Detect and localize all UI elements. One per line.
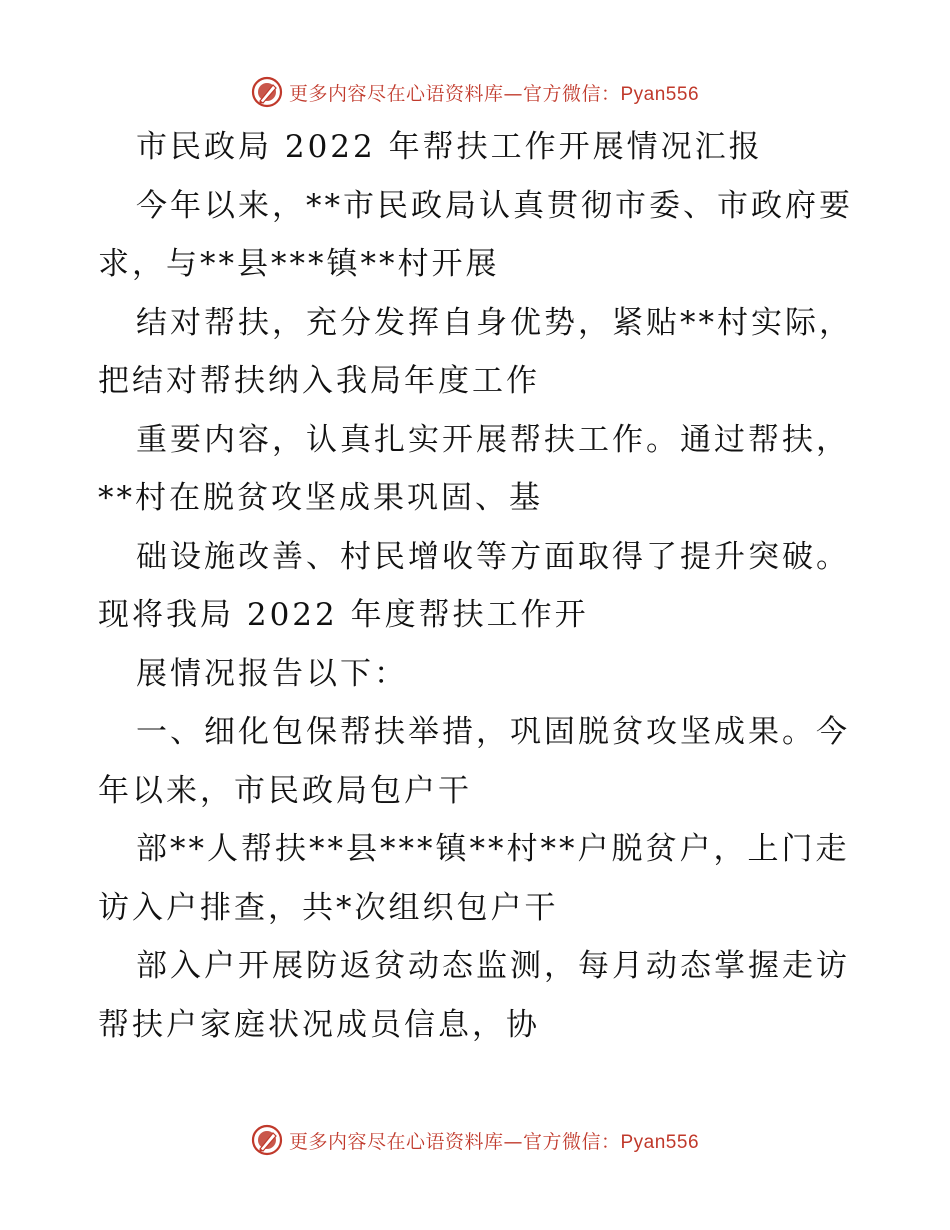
document-title: 市民政局 2022 年帮扶工作开展情况汇报 (136, 129, 763, 165)
text-line: 今年以来，**市民政局认真贯彻市委、市政府要 (136, 187, 853, 224)
text-line: 帮扶户家庭状况成员信息，协 (98, 1006, 540, 1043)
watermark-wechat-label: 官方微信： (522, 1130, 621, 1153)
text-line: 现将我局 2022 年度帮扶工作开 (98, 597, 589, 633)
text-line: 础设施改善、村民增收等方面取得了提升突破。 (136, 538, 850, 575)
watermark-wechat-id: Pyan556 (620, 1131, 700, 1153)
watermark-separator: — (503, 82, 523, 105)
document-body (98, 118, 858, 1054)
header-watermark (0, 74, 950, 110)
text-line: 一、细化包保帮扶举措，巩固脱贫攻坚成果。今 (136, 714, 850, 750)
text-line: 把结对帮扶纳入我局年度工作 (98, 363, 540, 399)
text-line: 部**人帮扶**县***镇**村**户脱贫户，上门走 (136, 831, 850, 867)
watermark-text (289, 1127, 699, 1154)
pen-logo-icon (251, 76, 283, 108)
text-line: 重要内容，认真扎实开展帮扶工作。通过帮扶， (136, 421, 850, 458)
watermark-wechat-label: 官方微信： (522, 82, 621, 105)
watermark-text (289, 79, 699, 106)
footer-watermark (0, 1122, 950, 1158)
text-line: 求，与**县***镇**村开展 (98, 246, 500, 282)
watermark-wechat-id: Pyan556 (620, 83, 700, 105)
text-line: **村在脱贫攻坚成果巩固、基 (98, 480, 543, 516)
text-line: 访入户排查，共*次组织包户干 (98, 889, 559, 926)
text-line: 展情况报告以下： (136, 655, 408, 692)
watermark-site-name: 更多内容尽在心语资料库 (288, 1130, 504, 1153)
text-line: 年以来，市民政局包户干 (98, 772, 472, 809)
pen-logo-icon (251, 1124, 283, 1156)
text-line: 部入户开展防返贫动态监测，每月动态掌握走访 (136, 948, 850, 984)
text-line: 结对帮扶，充分发挥自身优势，紧贴**村实际， (136, 304, 853, 341)
watermark-site-name: 更多内容尽在心语资料库 (288, 82, 504, 105)
watermark-separator: — (503, 1130, 523, 1153)
